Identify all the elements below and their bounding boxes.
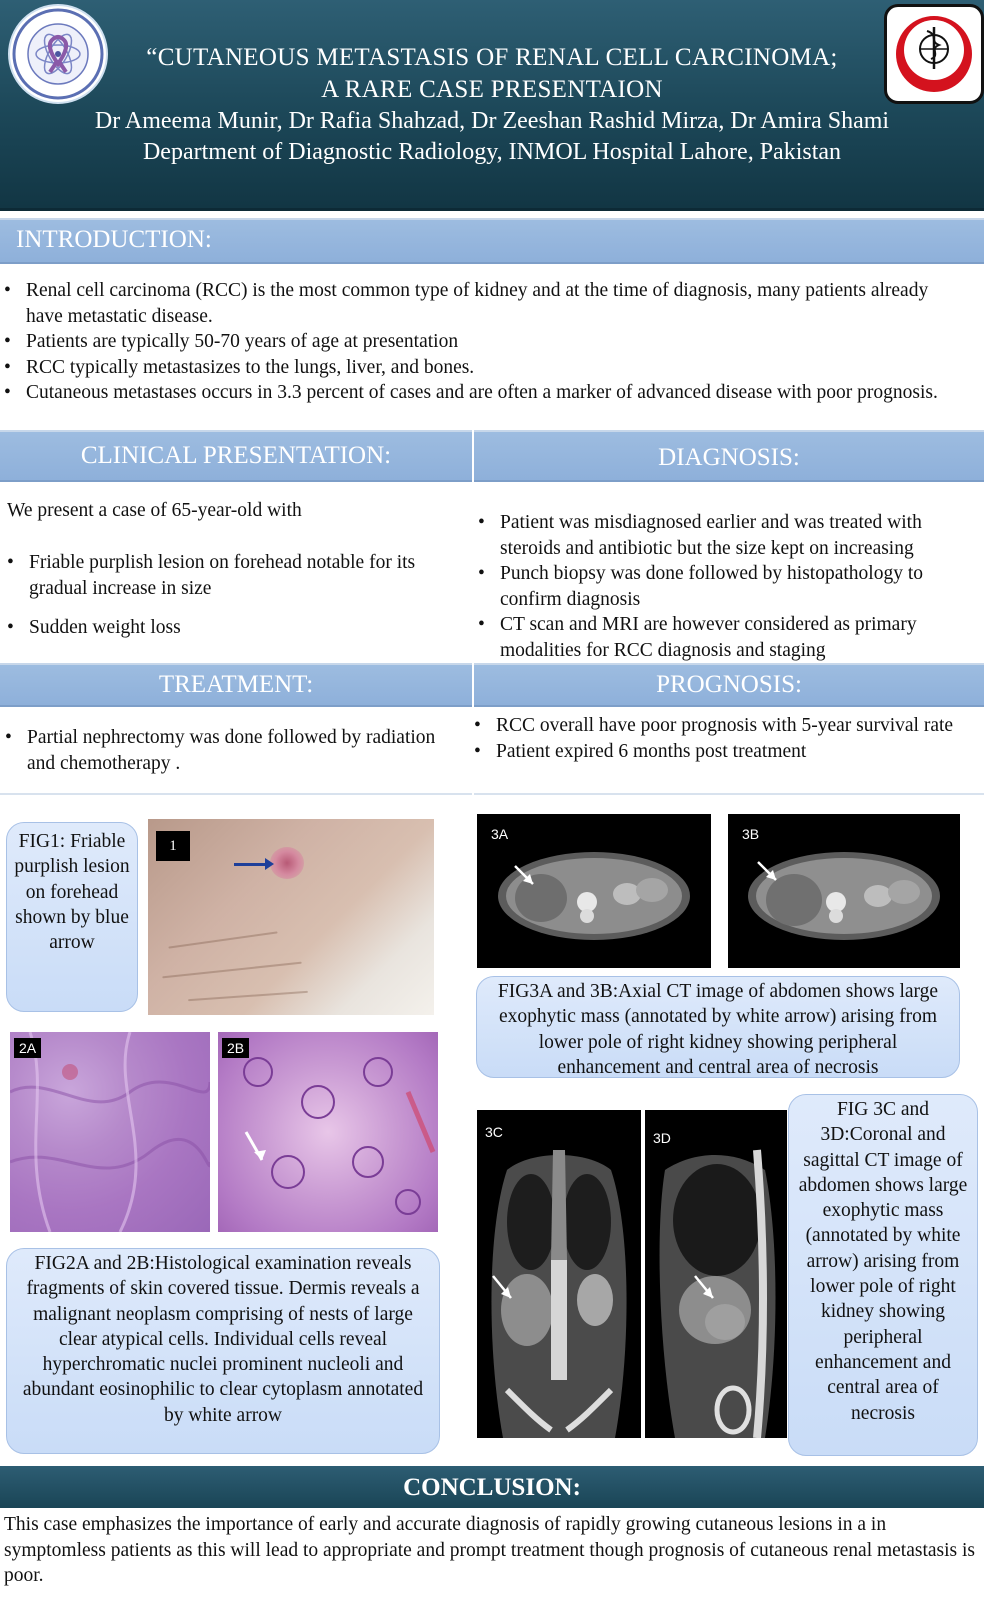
list-item: • Renal cell carcinoma (RCC) is the most common type of kidney and at the time of diagnosis, many patients already have metastatic disease. xyxy=(4,278,954,329)
inmol-emblem-icon xyxy=(10,6,106,102)
fig3c-coronal-ct-image xyxy=(477,1110,641,1438)
diagnosis-heading-bar xyxy=(474,430,984,482)
fig3a-label: 3A xyxy=(491,826,509,842)
treatment-heading: TREATMENT: xyxy=(158,671,314,698)
forehead-lesion xyxy=(270,847,304,879)
fig2a-histology-image xyxy=(10,1032,210,1232)
conclusion-text: This case emphasizes the importance of early and accurate diagnosis of rapidly growing cutaneous lesions in a in symptomless patients as this will lead to appropriate and prompt treatment though prognosis of cutaneous renal metastasis is poor. xyxy=(4,1514,976,1586)
inmol-logo xyxy=(8,4,108,104)
skin-wrinkle xyxy=(162,962,301,979)
list-item: • Cutaneous metastases occurs in 3.3 percent of cases and are often a marker of advanced disease with poor prognosis. xyxy=(4,380,954,406)
prognosis-heading-bar xyxy=(474,663,984,707)
treatment-list xyxy=(5,725,455,776)
fig1-caption: FIG1: Friable purplish lesion on forehead shown by blue arrow xyxy=(6,822,138,1012)
conclusion-heading: CONCLUSION: xyxy=(403,1474,581,1501)
poster-title-line2: A RARE CASE PRESENTAION xyxy=(321,76,663,103)
fig2-caption: FIG2A and 2B:Histological examination reveals fragments of skin covered tissue. Dermis reveals a malignant neoplasm comprising of nests of large clear atypical cells. Individual cells reveal hyperchromatic nuclei prominent nucleoli and abundant eosinophilic to clear cytoplasm annotated by white arrow xyxy=(6,1248,440,1454)
treatment-heading-bar xyxy=(0,663,472,707)
list-item: • CT scan and MRI are however considered as primary modalities for RCC diagnosis and staging xyxy=(478,612,968,663)
blue-arrow-icon xyxy=(234,863,268,866)
list-item: • Patient was misdiagnosed earlier and was treated with steroids and antibiotic but the size kept on increasing xyxy=(478,510,968,561)
histology-texture xyxy=(10,1032,210,1232)
list-item: • RCC typically metastasizes to the lungs, liver, and bones. xyxy=(4,355,954,381)
list-item: • Friable purplish lesion on forehead notable for its gradual increase in size xyxy=(7,550,457,601)
fig1-forehead-photo xyxy=(148,819,434,1015)
list-item: • Patient expired 6 months post treatment xyxy=(474,739,979,765)
coronal-ct-scan xyxy=(477,1110,641,1438)
fig3c-label: 3C xyxy=(485,1124,503,1140)
axial-ct-scan xyxy=(728,814,960,968)
list-item: • Sudden weight loss xyxy=(7,615,457,641)
skin-wrinkle xyxy=(168,931,277,948)
introduction-heading: INTRODUCTION: xyxy=(16,226,212,253)
fig3cd-caption: FIG 3C and 3D:Coronal and sagittal CT image of abdomen shows large exophytic mass (annotated by white arrow) arising from lower pole of right kidney showing peripheral enhancement and central area of necrosis xyxy=(788,1094,978,1456)
diagnosis-heading: DIAGNOSIS: xyxy=(658,444,800,471)
fig3d-label: 3D xyxy=(653,1130,671,1146)
list-item: • Partial nephrectomy was done followed by radiation and chemotherapy . xyxy=(5,725,455,776)
clinical-intro: We present a case of 65-year-old with xyxy=(7,500,302,521)
list-item: • Punch biopsy was done followed by histopathology to confirm diagnosis xyxy=(478,561,968,612)
red-crescent-emblem-icon xyxy=(887,7,981,101)
introduction-heading-bar xyxy=(0,218,984,264)
skin-wrinkle xyxy=(188,991,308,1001)
prognosis-list xyxy=(474,713,979,764)
fig3b-label: 3B xyxy=(742,826,760,842)
fig2a-label: 2A xyxy=(14,1038,41,1058)
divider xyxy=(0,793,472,795)
fig3b-axial-ct-image xyxy=(728,814,960,968)
list-item: • Patients are typically 50-70 years of age at presentation xyxy=(4,329,954,355)
axial-ct-scan xyxy=(477,814,711,968)
fig2b-label: 2B xyxy=(222,1038,249,1058)
fig3d-sagittal-ct-image xyxy=(645,1110,787,1438)
department: Department of Diagnostic Radiology, INMOL Hospital Lahore, Pakistan xyxy=(142,139,842,165)
fig3a-axial-ct-image xyxy=(477,814,711,968)
conclusion-heading-bar xyxy=(0,1466,984,1508)
clinical-heading: CLINICAL PRESENTATION: xyxy=(80,442,392,469)
fig3ab-caption: FIG3A and 3B:Axial CT image of abdomen shows large exophytic mass (annotated by white arrow) arising from lower pole of right kidney showing peripheral enhancement and central area of necrosis xyxy=(476,976,960,1078)
fig2b-histology-image xyxy=(218,1032,438,1232)
poster-title-line1: “CUTANEOUS METASTASIS OF RENAL CELL CARCINOMA; xyxy=(146,44,838,71)
sagittal-ct-scan xyxy=(645,1110,787,1438)
prognosis-heading: PROGNOSIS: xyxy=(656,671,802,698)
divider xyxy=(474,793,984,795)
introduction-list xyxy=(4,278,954,406)
clinical-list xyxy=(7,550,457,641)
histology-texture xyxy=(218,1032,438,1232)
hospital-crest-logo xyxy=(884,4,984,104)
authors: Dr Ameema Munir, Dr Rafia Shahzad, Dr Zeeshan Rashid Mirza, Dr Amira Shami xyxy=(94,108,890,134)
diagnosis-list xyxy=(478,510,968,663)
fig1-label: 1 xyxy=(156,831,190,861)
poster-header xyxy=(0,0,984,211)
list-item: • RCC overall have poor prognosis with 5-year survival rate xyxy=(474,713,979,739)
clinical-heading-bar xyxy=(0,430,472,482)
